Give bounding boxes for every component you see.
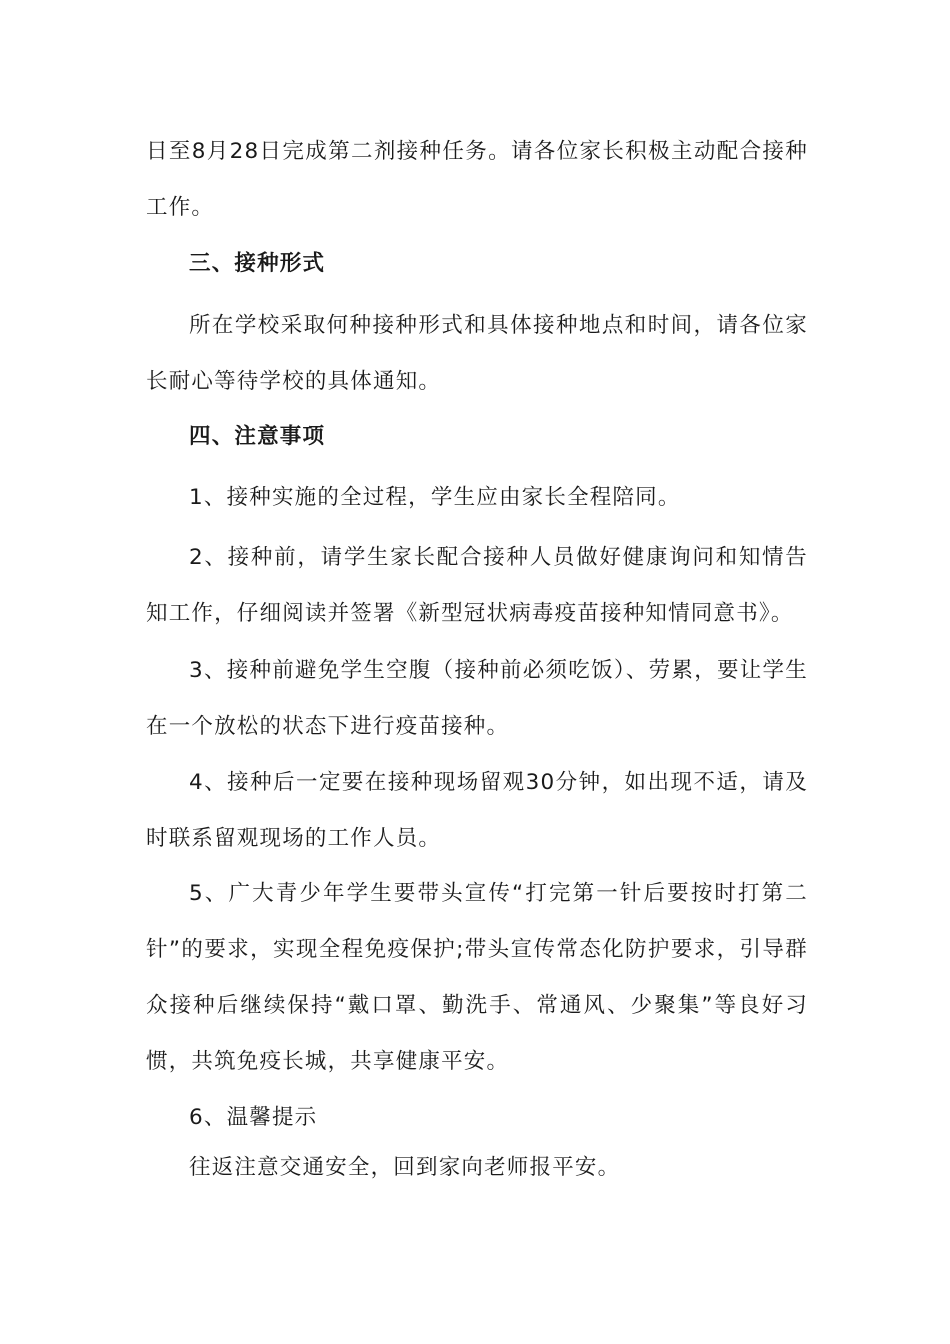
precaution-item-1: 1、接种实施的全过程，学生应由家长全程陪同。	[189, 485, 681, 510]
precaution-item-3: 3、接种前避免学生空腹（接种前必须吃饭）、劳累，要让学生在一个放松的状态下进行疫苗接种。	[146, 658, 808, 739]
paragraph-vaccination-form: 所在学校采取何种接种形式和具体接种地点和时间，请各位家长耐心等待学校的具体通知。	[146, 313, 808, 394]
precaution-item-6: 6、温馨提示	[189, 1105, 318, 1130]
precaution-item-2: 2、接种前，请学生家长配合接种人员做好健康询问和知情告知工作，仔细阅读并签署《新型冠状病毒疫苗接种知情同意书》。	[146, 545, 808, 626]
heading-vaccination-form: 三、接种形式	[189, 251, 326, 276]
precaution-item-4: 4、接种后一定要在接种现场留观30分钟，如出现不适，请及时联系留观现场的工作人员。	[146, 770, 808, 851]
precaution-item-5: 5、广大青少年学生要带头宣传“打完第一针后要按时打第二针”的要求，实现全程免疫保护;带头宣传常态化防护要求，引导群众接种后继续保持“戴口罩、勤洗手、常通风、少聚集”等良好习惯，共筑免疫长城，共享健康平安。	[146, 881, 808, 1074]
paragraph-reminder: 往返注意交通安全，回到家向老师报平安。	[189, 1155, 621, 1180]
heading-precautions: 四、注意事项	[189, 424, 326, 449]
paragraph-continuation: 日至8月28日完成第二剂接种任务。请各位家长积极主动配合接种工作。	[146, 139, 808, 220]
